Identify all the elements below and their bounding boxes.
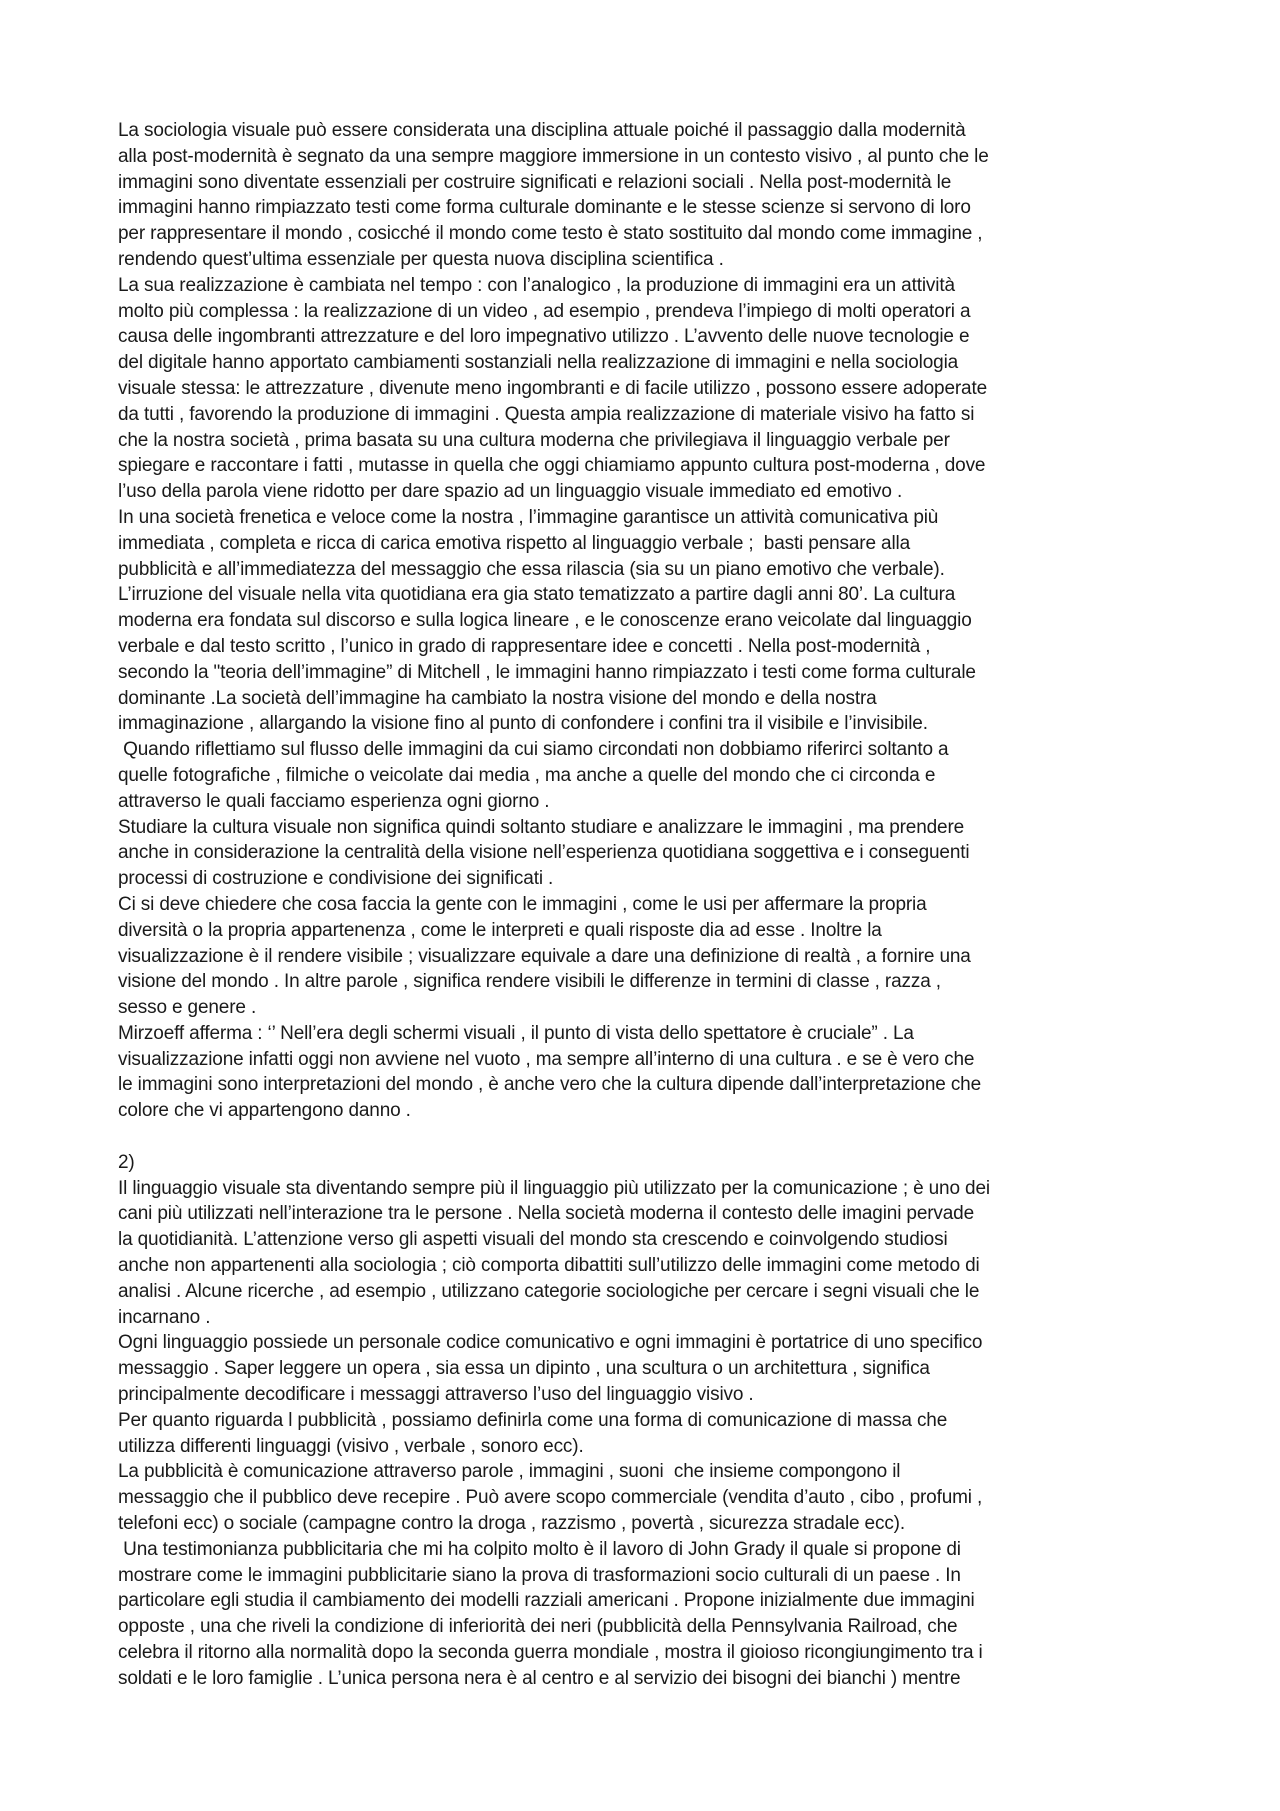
text-line: La pubblicità è comunicazione attraverso parole , immagini , suoni che insieme compongono il [118, 1461, 901, 1483]
document-body [118, 118, 1180, 1692]
text-line: Una testimonianza pubblicitaria che mi ha colpito molto è il lavoro di John Grady il quale si propone di [118, 1538, 961, 1560]
text-line: analisi . Alcune ricerche , ad esempio , utilizzano categorie sociologiche per cercare i segni visuali che le [118, 1280, 980, 1302]
text-line: del digitale hanno apportato cambiamenti sostanziali nella realizzazione di immagini e nella sociologia [118, 352, 959, 374]
text-line: visione del mondo . In altre parole , significa rendere visibili le differenze in termini di classe , razza , [118, 971, 941, 993]
text-line: soldati e le loro famiglie . L’unica persona nera è al centro e al servizio dei bisogni dei bianchi ) mentre [118, 1667, 961, 1689]
text-line: l’uso della parola viene ridotto per dare spazio ad un linguaggio visuale immediato ed emotivo . [118, 481, 903, 503]
text-line: La sociologia visuale può essere considerata una disciplina attuale poiché il passaggio dalla modernità [118, 120, 966, 141]
text-line: Ogni linguaggio possiede un personale codice comunicativo e ogni immagini è portatrice di uno specifico [118, 1332, 983, 1354]
text-line: alla post-modernità è segnato da una sempre maggiore immersione in un contesto visivo , al punto che le [118, 145, 989, 167]
text-line: per rappresentare il mondo , cosicché il mondo come testo è stato sostituito dal mondo come immagine , [118, 223, 983, 245]
section-number: 2) [118, 1151, 135, 1173]
text-line: Studiare la cultura visuale non significa quindi soltanto studiare e analizzare le immagini , ma prendere [118, 816, 965, 838]
text-line: utilizza differenti linguaggi (visivo , verbale , sonoro ecc). [118, 1435, 584, 1457]
text-line: spiegare e raccontare i fatti , mutasse in quella che oggi chiamiamo appunto cultura post-moderna , dove [118, 455, 986, 477]
text-line: celebra il ritorno alla normalità dopo la seconda guerra mondiale , mostra il gioioso ricongiungimento tra i [118, 1642, 983, 1664]
text-line: pubblicità e all’immediatezza del messaggio che essa rilascia (sia su un piano emotivo che verbale). [118, 558, 945, 580]
text-line: immagini hanno rimpiazzato testi come forma culturale dominante e le stesse scienze si servono di loro [118, 197, 971, 219]
text-line: visualizzazione è il rendere visibile ; visualizzare equivale a dare una definizione di realtà , a fornire una [118, 945, 971, 967]
text-line: che la nostra società , prima basata su una cultura moderna che privilegiava il linguaggio verbale per [118, 429, 950, 451]
text-line: In una società frenetica e veloce come la nostra , l’immagine garantisce un attività comunicativa più [118, 506, 939, 528]
text-line: quelle fotografiche , filmiche o veicolate dai media , ma anche a quelle del mondo che ci circonda e [118, 764, 936, 786]
blank-line [118, 1124, 1180, 1150]
text-line: immaginazione , allargando la visione fino al punto di confondere i confini tra il visibile e l’invisibile. [118, 713, 928, 735]
text-line: colore che vi appartengono danno . [118, 1100, 411, 1122]
text-line: da tutti , favorendo la produzione di immagini . Questa ampia realizzazione di materiale visivo ha fatto si [118, 403, 975, 425]
text-line: attraverso le quali facciamo esperienza ogni giorno . [118, 790, 550, 812]
text-line: Ci si deve chiedere che cosa faccia la gente con le immagini , come le usi per affermare la propria [118, 893, 927, 915]
text-line: processi di costruzione e condivisione dei significati . [118, 868, 554, 890]
text-line: La sua realizzazione è cambiata nel tempo : con l’analogico , la produzione di immagini era un attività [118, 274, 955, 296]
text-line: anche in considerazione la centralità della visione nell’esperienza quotidiana soggettiva e i conseguenti [118, 842, 970, 864]
text-line: Mirzoeff afferma : ‘’ Nell’era degli schermi visuali , il punto di vista dello spettatore è cruciale” . La [118, 1022, 914, 1044]
text-line: telefoni ecc) o sociale (campagne contro la droga , razzismo , povertà , sicurezza stradale ecc). [118, 1513, 905, 1535]
text-line: immagini sono diventate essenziali per costruire significati e relazioni sociali . Nella post-modernità le [118, 171, 952, 193]
text-line: messaggio che il pubblico deve recepire . Può avere scopo commerciale (vendita d’auto , cibo , profumi , [118, 1487, 983, 1509]
text-line: messaggio . Saper leggere un opera , sia essa un dipinto , una scultura o un architettura , significa [118, 1358, 930, 1380]
text-line: la quotidianità. L’attenzione verso gli aspetti visuali del mondo sta crescendo e coinvolgendo studiosi [118, 1229, 948, 1251]
text-line: immediata , completa e ricca di carica emotiva rispetto al linguaggio verbale ; basti pensare alla [118, 532, 911, 554]
text-line: incarnano . [118, 1306, 211, 1328]
text-line: Per quanto riguarda l pubblicità , possiamo definirla come una forma di comunicazione di massa che [118, 1409, 948, 1431]
text-line: opposte , una che riveli la condizione di inferiorità dei neri (pubblicità della Pennsylvania Railroad, che [118, 1616, 958, 1638]
text-line: verbale e dal testo scritto , l’unico in grado di rappresentare idee e concetti . Nella post-modernità , [118, 635, 931, 657]
text-line: anche non appartenenti alla sociologia ; ciò comporta dibattiti sull’utilizzo delle immagini come metodo di [118, 1255, 980, 1277]
text-line: sesso e genere . [118, 997, 257, 1019]
text-line: particolare egli studia il cambiamento dei modelli razziali americani . Propone inizialmente due immagini [118, 1590, 975, 1612]
text-line: L’irruzione del visuale nella vita quotidiana era gia stato tematizzato a partire dagli anni 80’. La cultura [118, 584, 956, 606]
text-line: secondo la "teoria dell’immagine” di Mitchell , le immagini hanno rimpiazzato i testi come forma culturale [118, 661, 976, 683]
text-line: diversità o la propria appartenenza , come le interpreti e quali risposte dia ad esse . Inoltre la [118, 919, 882, 941]
text-line: molto più complessa : la realizzazione di un video , ad esempio , prendeva l’impiego di molti operatori a [118, 300, 971, 322]
text-line: causa delle ingombranti attrezzature e del loro impegnativo utilizzo . L’avvento delle nuove tecnologie e [118, 326, 970, 348]
text-line: principalmente decodificare i messaggi attraverso l’uso del linguaggio visivo . [118, 1384, 754, 1406]
text-line: rendendo quest’ultima essenziale per questa nuova disciplina scientifica . [118, 248, 724, 270]
text-line: dominante .La società dell’immagine ha cambiato la nostra visione del mondo e della nostra [118, 687, 877, 709]
text-line: cani più utilizzati nell’interazione tra le persone . Nella società moderna il contesto delle imagini pervade [118, 1203, 975, 1225]
text-line: le immagini sono interpretazioni del mondo , è anche vero che la cultura dipende dall’interpretazione che [118, 1074, 982, 1096]
text-line: moderna era fondata sul discorso e sulla logica lineare , e le conoscenze erano veicolate dal linguaggio [118, 610, 972, 632]
text-line: visualizzazione infatti oggi non avviene nel vuoto , ma sempre all’interno di una cultura . e se è vero che [118, 1048, 975, 1070]
text-line: visuale stessa: le attrezzature , divenute meno ingombranti e di facile utilizzo , possono essere adoperate [118, 377, 987, 399]
text-line: mostrare come le immagini pubblicitarie siano la prova di trasformazioni socio culturali di un paese . In [118, 1564, 961, 1586]
text-line: Quando riflettiamo sul flusso delle immagini da cui siamo circondati non dobbiamo riferirci soltanto a [118, 739, 949, 761]
text-line: Il linguaggio visuale sta diventando sempre più il linguaggio più utilizzato per la comunicazione ; è uno dei [118, 1177, 990, 1199]
